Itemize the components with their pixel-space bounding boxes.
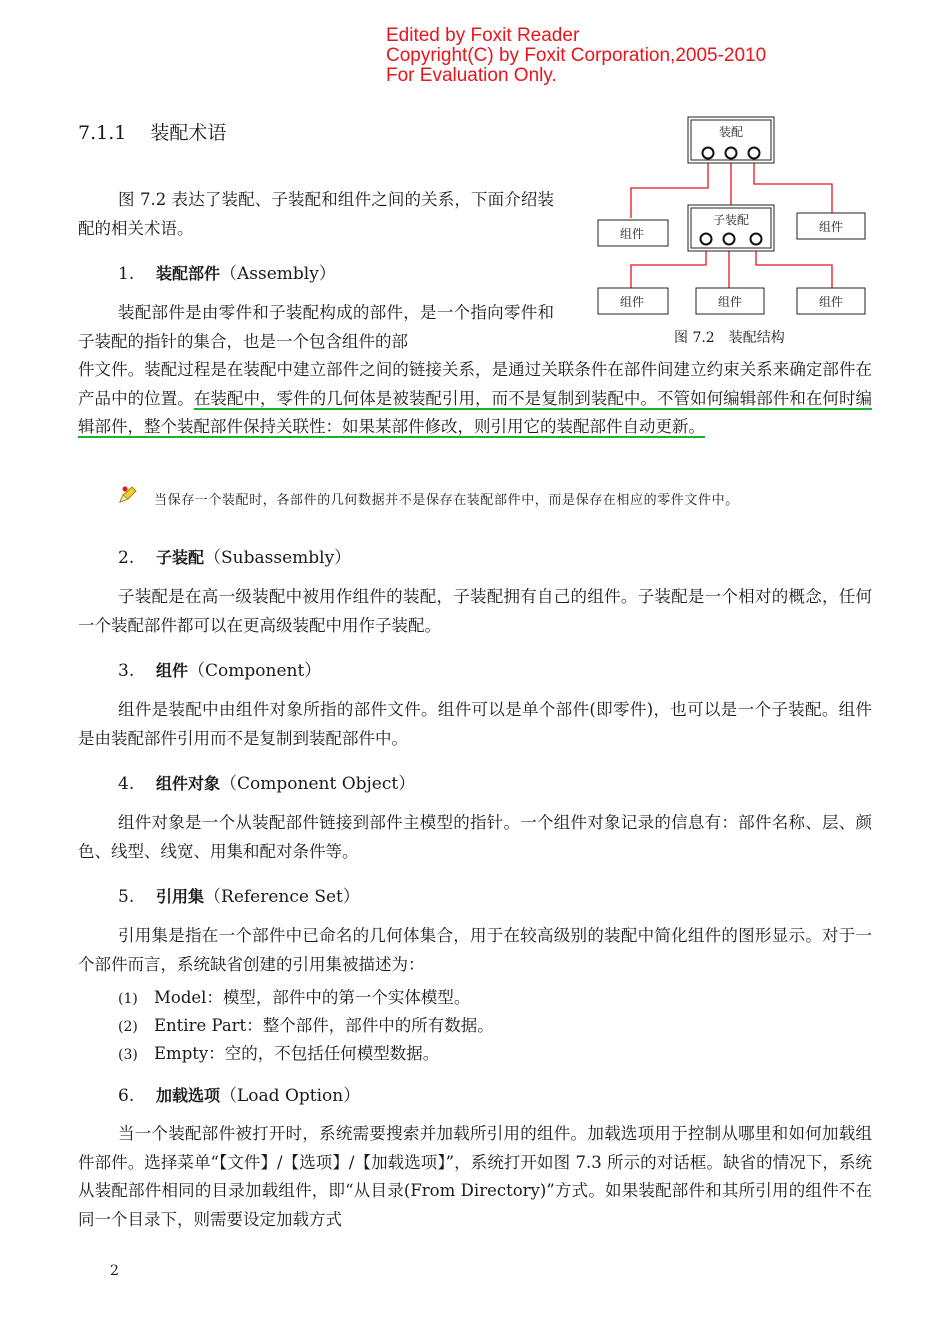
section-title: 装配术语 [150, 122, 227, 144]
port-circle [703, 148, 714, 159]
figure-caption-text: 装配结构 [728, 330, 785, 346]
component-label-bottom-left: 组件 [619, 295, 645, 309]
assembly-structure-diagram [590, 110, 880, 350]
subsection-heading-3: 3. 组件（Component） [118, 661, 322, 681]
component-label-right: 组件 [818, 220, 844, 234]
component-object-paragraph: 组件对象是一个从装配部件链接到部件主模型的指针。一个组件对象记录的信息有：部件名称、层、颜色、线型、线宽、用集和配对条件等。 [78, 813, 872, 861]
subassembly-label: 子装配 [712, 213, 750, 227]
subassembly-paragraph: 子装配是在高一级装配中被用作组件的装配，子装配拥有自己的组件。子装配是一个相对的概念，任何一个装配部件都可以在更高级装配中用作子装配。 [78, 587, 872, 635]
component-label-bottom-mid: 组件 [717, 295, 743, 309]
section-number: 7.1.1 [78, 122, 127, 144]
highlighted-text: 在装配中，零件的几何体是被装配引用，而不是复制到装配中。不管如何编辑部件和在何时编辑部件，整个装配部件保持关联性：如果某部件修改，则引用它的装配部件自动更新。 [78, 388, 873, 436]
watermark-line-2: Copyright(C) by Foxit Corporation,2005-2010 [386, 45, 767, 66]
port-circle [749, 148, 760, 159]
subsection-heading-1: 1. 装配部件（Assembly） [118, 264, 336, 284]
load-option-paragraph: 当一个装配部件被打开时，系统需要搜索并加载所引用的组件。加载选项用于控制从哪里和如何加载组件部件。选择菜单“【文件】/【选项】/【加载选项】”，系统打开如图 7.3 所示的对话框。缺省的情况下，系统从装配部件相同的目录加载组件，即“从目录(From Directory)”方式。如果装配部件和其所引用的组件不在同一个目录下，则需要设定加载方式 [78, 1124, 872, 1229]
reference-set-paragraph: 引用集是指在一个部件中已命名的几何体集合，用于在较高级别的装配中简化组件的图形显示。对于一个部件而言，系统缺省创建的引用集被描述为： [78, 926, 872, 974]
subsection-heading-6: 6. 加载选项（Load Option） [118, 1086, 361, 1106]
section-heading [78, 118, 226, 145]
assembly-label: 装配 [718, 125, 744, 139]
intro-paragraph: 图 7.2 表达了装配、子装配和组件之间的关系，下面介绍装配的相关术语。 [78, 190, 554, 238]
page-number: 2 [110, 1263, 119, 1279]
subsection-heading-5: 5. 引用集（Reference Set） [118, 887, 360, 907]
assembly-paragraph-part-1: 装配部件是由零件和子装配构成的部件，是一个指向零件和子装配的指针的集合，也是一个包含组件的部 [78, 303, 554, 351]
list-item: (2) Entire Part：整个部件，部件中的所有数据。 [118, 1016, 494, 1035]
watermark-line-3: For Evaluation Only. [386, 65, 557, 86]
component-label-bottom-right: 组件 [818, 295, 844, 309]
figure-number: 图 7.2 [674, 330, 715, 346]
watermark-line-1: Edited by Foxit Reader [386, 25, 580, 46]
component-label-left: 组件 [619, 227, 645, 241]
connector-mid-right [756, 247, 832, 288]
port-circle [701, 234, 712, 245]
assembly-paragraph-part-2: 件文件。装配过程是在装配中建立部件之间的链接关系，是通过关联条件在部件间建立约束关系来确定部件在产品中的位置。在装配中，零件的几何体是被装配引用，而不是复制到装配中。不管如何编辑部件和在何时编辑部件，整个装配部件保持关联性：如果某部件修改，则引用它的装配部件自动更新。 [78, 360, 873, 436]
note-pencil-icon [117, 484, 139, 506]
list-item: (3) Empty：空的，不包括任何模型数据。 [118, 1044, 440, 1063]
port-circle [724, 234, 735, 245]
component-paragraph: 组件是装配中由组件对象所指的部件文件。组件可以是单个部件(即零件)，也可以是一个子装配。组件是由装配部件引用而不是复制到装配部件中。 [78, 700, 872, 748]
subsection-heading-4: 4. 组件对象（Component Object） [118, 774, 416, 794]
connector-mid-left [631, 247, 706, 288]
port-circle [751, 234, 762, 245]
list-item: (1) Model：模型，部件中的第一个实体模型。 [118, 988, 471, 1007]
figure-caption [674, 327, 785, 347]
subsection-heading-2: 2. 子装配（Subassembly） [118, 548, 352, 568]
port-circle [726, 148, 737, 159]
note-text: 当保存一个装配时，各部件的几何数据并不是保存在装配部件中，而是保存在相应的零件文件中。 [154, 493, 739, 508]
